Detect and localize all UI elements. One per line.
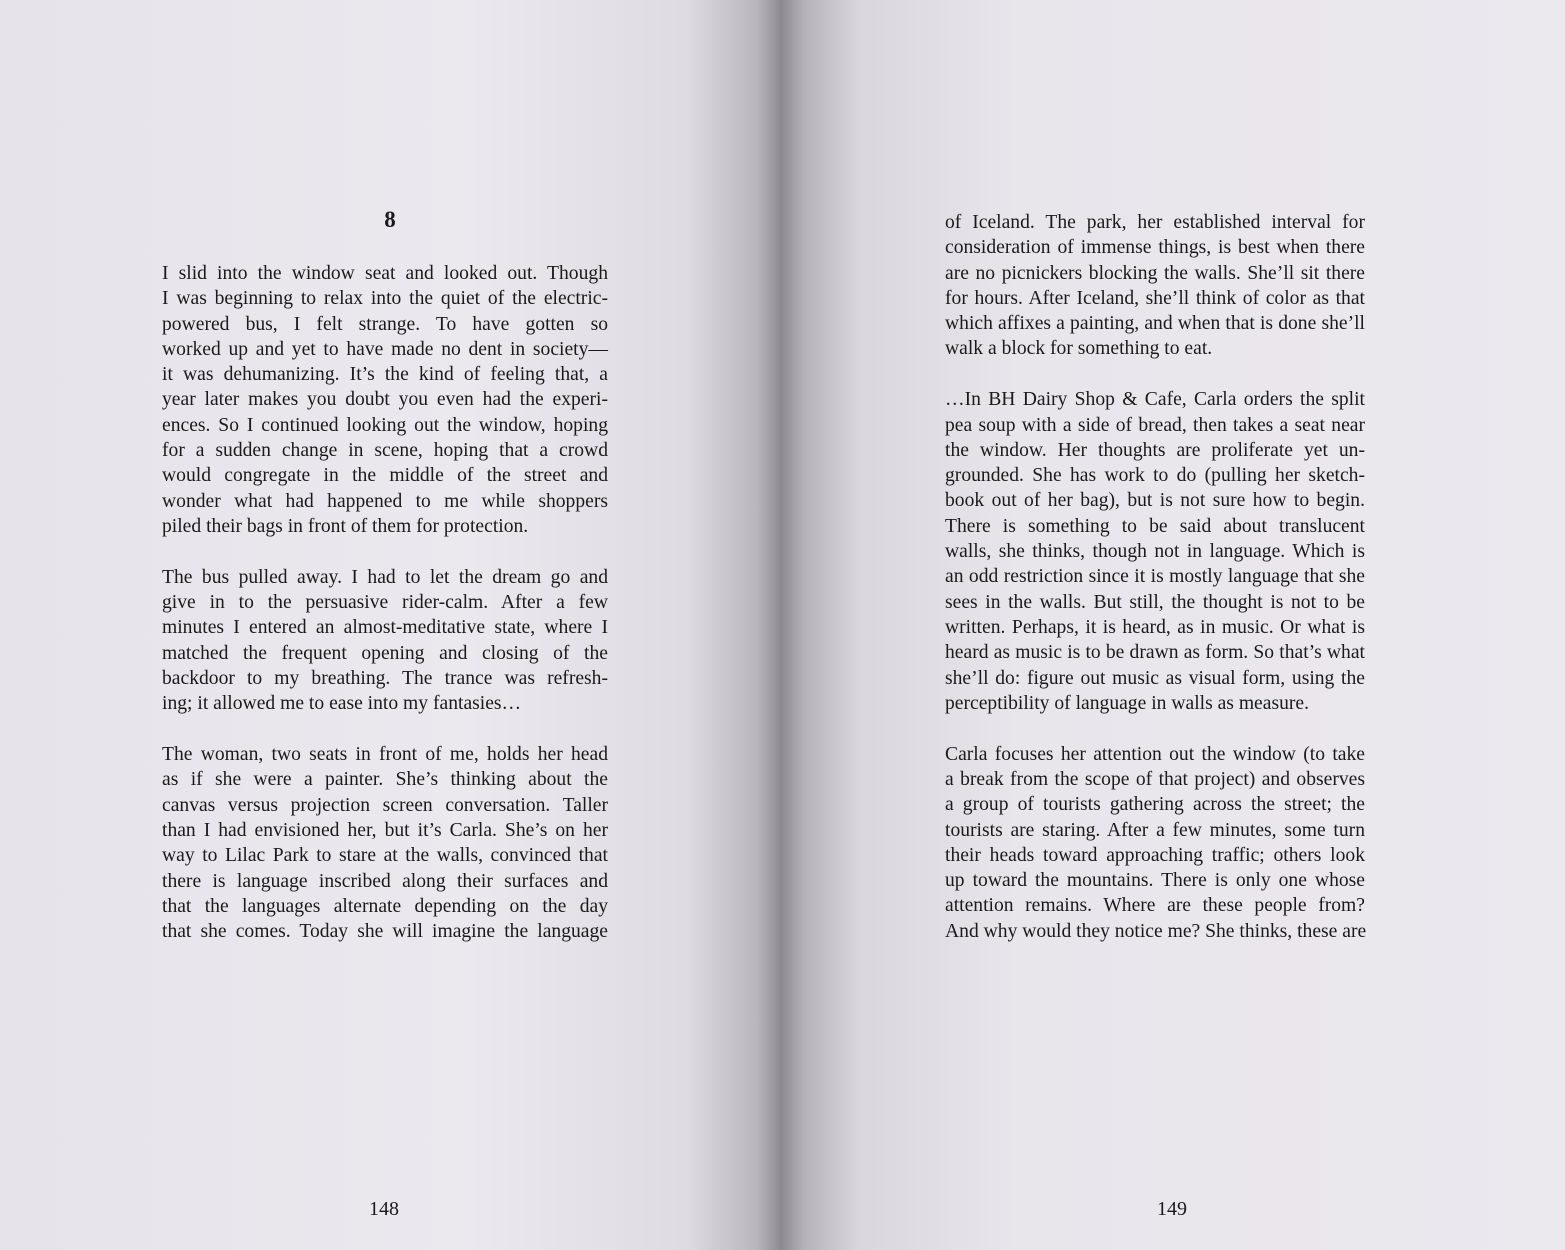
text-line: …In BH Dairy Shop & Cafe, Carla orders the split bbox=[945, 389, 1365, 411]
text-line: attention remains. Where are these people from? bbox=[945, 895, 1365, 917]
left-page bbox=[0, 0, 780, 1250]
text-line: it was dehumanizing. It’s the kind of feeling that, a bbox=[162, 364, 608, 386]
text-line: The woman, two seats in front of me, holds her head bbox=[162, 744, 608, 766]
text-line: an odd restriction since it is mostly language that she bbox=[945, 566, 1365, 588]
text-line: canvas versus projection screen conversation. Taller bbox=[162, 794, 608, 816]
right-page-number: 149 bbox=[1157, 1198, 1187, 1220]
text-line: Carla focuses her attention out the window (to take bbox=[945, 743, 1365, 765]
left-page-text bbox=[162, 261, 608, 944]
text-line: for hours. After Iceland, she’ll think of color as that bbox=[945, 287, 1365, 309]
text-line: of Iceland. The park, her established interval for bbox=[945, 212, 1365, 233]
text-line: there is language inscribed along their surfaces and bbox=[162, 870, 608, 892]
text-line: grounded. She has work to do (pulling her sketch- bbox=[945, 465, 1365, 487]
text-line: way to Lilac Park to stare at the walls, convinced that bbox=[162, 845, 608, 867]
text-line: There is something to be said about translucent bbox=[945, 515, 1365, 537]
text-line: backdoor to my breathing. The trance was refresh- bbox=[162, 667, 608, 689]
right-page bbox=[780, 0, 1565, 1250]
text-line: I was beginning to relax into the quiet of the electric- bbox=[162, 288, 608, 310]
text-line: matched the frequent opening and closing of the bbox=[162, 642, 608, 664]
text-line: give in to the persuasive rider-calm. After a few bbox=[162, 592, 608, 614]
text-line: than I had envisioned her, but it’s Carla. She’s on her bbox=[162, 819, 608, 841]
text-line: written. Perhaps, it is heard, as in music. Or what is bbox=[945, 616, 1365, 638]
text-line: walk a block for something to eat. bbox=[945, 338, 1213, 360]
text-line: piled their bags in front of them for protection. bbox=[162, 515, 529, 537]
text-line: year later makes you doubt you even had the experi- bbox=[162, 389, 608, 411]
text-line: book out of her bag), but is not sure how to begin. bbox=[945, 490, 1365, 512]
text-line: are no picnickers blocking the walls. She’ll sit there bbox=[945, 262, 1365, 284]
text-line: up toward the mountains. There is only one whose bbox=[945, 870, 1365, 892]
text-line: I slid into the window seat and looked out. Though bbox=[162, 263, 608, 284]
chapter-number: 8 bbox=[384, 207, 396, 232]
text-line: consideration of immense things, is best when there bbox=[945, 237, 1365, 259]
text-line: that the languages alternate depending on the day bbox=[162, 895, 608, 917]
text-line: the window. Her thoughts are proliferate yet un- bbox=[945, 439, 1365, 461]
text-line: ing; it allowed me to ease into my fantasies… bbox=[162, 693, 522, 715]
text-line: a group of tourists gathering across the street; the bbox=[945, 794, 1365, 816]
text-line: as if she were a painter. She’s thinking about the bbox=[162, 769, 608, 791]
text-line: perceptibility of language in walls as measure. bbox=[945, 692, 1309, 714]
text-line: tourists are staring. After a few minutes, some turn bbox=[945, 819, 1365, 841]
text-line: which affixes a painting, and when that is done she’ll bbox=[945, 313, 1365, 335]
text-line: would congregate in the middle of the street and bbox=[162, 465, 608, 487]
right-page-text bbox=[945, 210, 1365, 944]
paragraph-gap bbox=[162, 717, 608, 743]
paragraph-gap bbox=[945, 716, 1365, 742]
text-line: worked up and yet to have made no dent in society— bbox=[162, 338, 608, 360]
text-line: walls, she thinks, though not in language. Which is bbox=[945, 541, 1365, 563]
text-line: she’ll do: figure out music as visual form, using the bbox=[945, 667, 1365, 689]
text-line: their heads toward approaching traffic; others look bbox=[945, 844, 1365, 866]
text-line: And why would they notice me? She thinks, these are bbox=[945, 920, 1367, 942]
paragraph-gap bbox=[162, 539, 608, 565]
text-line: The bus pulled away. I had to let the dream go and bbox=[162, 566, 608, 588]
text-line: a break from the scope of that project) and observes bbox=[945, 768, 1365, 790]
text-line: ences. So I continued looking out the window, hoping bbox=[162, 414, 608, 436]
text-line: wonder what had happened to me while shoppers bbox=[162, 490, 608, 512]
text-line: for a sudden change in scene, hoping that a crowd bbox=[162, 440, 608, 462]
text-line: sees in the walls. But still, the thought is not to be bbox=[945, 591, 1365, 613]
text-line: minutes I entered an almost-meditative state, where I bbox=[162, 617, 608, 639]
text-line: that she comes. Today she will imagine the language bbox=[162, 921, 608, 943]
left-page-number: 148 bbox=[369, 1198, 399, 1220]
text-line: powered bus, I felt strange. To have gotten so bbox=[162, 313, 608, 335]
text-line: pea soup with a side of bread, then takes a seat near bbox=[945, 414, 1365, 436]
text-line: heard as music is to be drawn as form. So that’s what bbox=[945, 642, 1365, 664]
paragraph-gap bbox=[945, 362, 1365, 388]
